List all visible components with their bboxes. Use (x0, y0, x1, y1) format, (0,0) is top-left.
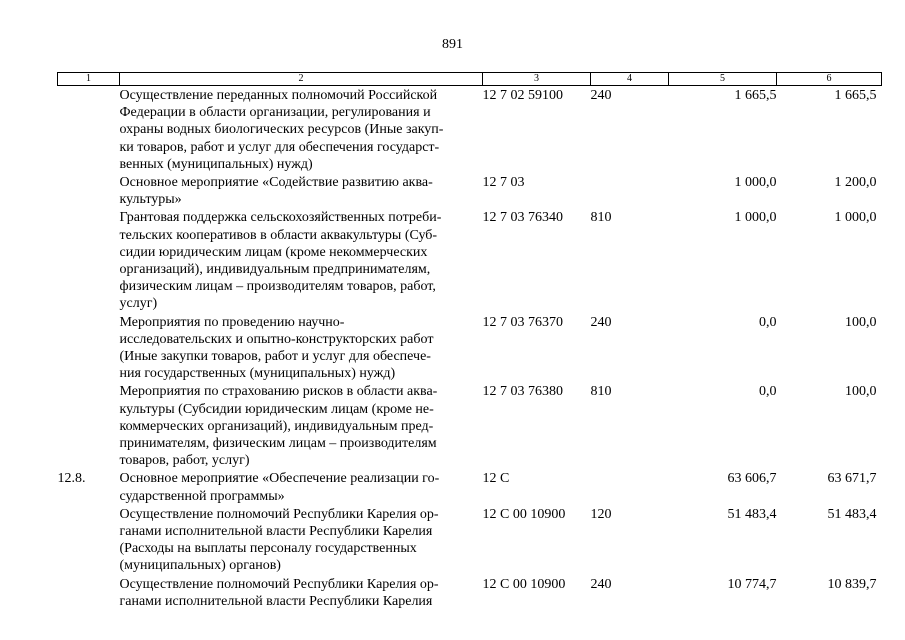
amount-year-2: 63 671,7 (827, 471, 877, 487)
description-line: Основное мероприятие «Содействие развитию аква- (119, 175, 433, 191)
description-line: Федерации в области организации, регулирования и (119, 105, 431, 121)
row-description (120, 382, 483, 469)
description-line: ганами исполнительной власти Республики Карелия (119, 524, 433, 540)
description-line: тельских кооперативов в области аквакультуры (Суб- (119, 227, 438, 243)
expense-type-code: 810 (590, 384, 612, 400)
column-header-6: 6 (777, 73, 882, 86)
row-number (58, 382, 120, 469)
amount-year-2: 1 000,0 (834, 210, 877, 226)
table-row (58, 505, 882, 575)
target-article-code: 12 С 00 10900 (482, 506, 566, 522)
target-article-code: 12 7 03 76370 (482, 314, 563, 330)
row-description (120, 469, 483, 504)
description-line: Осуществление полномочий Республики Карелия ор- (119, 506, 439, 522)
description-line: культуры» (119, 192, 182, 208)
amount-year-1: 51 483,4 (727, 506, 777, 522)
description-line: Основное мероприятие «Обеспечение реализации го- (119, 471, 440, 487)
row-description (120, 208, 483, 312)
table-row (58, 313, 882, 383)
expense-type-code (591, 469, 669, 504)
expense-type-code: 240 (590, 88, 612, 103)
amount-year-1: 1 665,5 (734, 88, 777, 103)
expense-type-code (591, 173, 669, 208)
description-line: коммерческих организаций), индивидуальным пред- (119, 418, 434, 434)
target-article-code: 12 С 00 10900 (482, 576, 566, 592)
description-line: товаров, работ, услуг) (119, 453, 250, 469)
target-article-code: 12 С (482, 471, 510, 487)
column-number-row (58, 73, 882, 86)
row-number (58, 173, 120, 208)
description-line: (Расходы на выплаты персоналу государственных (119, 541, 417, 557)
table-row (58, 86, 882, 174)
target-article-code: 12 7 03 76380 (482, 384, 563, 400)
table-row (58, 208, 882, 312)
row-number (58, 208, 120, 312)
description-line: Грантовая поддержка сельскохозяйственных потреби- (119, 210, 442, 226)
amount-year-1: 1 000,0 (734, 175, 777, 191)
description-line: Осуществление полномочий Республики Карелия ор- (119, 576, 439, 592)
expense-type-code: 120 (590, 506, 612, 522)
amount-year-2: 100,0 (845, 314, 877, 330)
description-line: ганами исполнительной власти Республики Карелия (119, 593, 433, 609)
description-line: принимателям, физическим лицам – производителям (119, 436, 437, 452)
description-line: Мероприятия по страхованию рисков в области аква- (119, 384, 438, 400)
description-line: ки товаров, работ и услуг для обеспечения государст- (119, 139, 440, 155)
expense-type-code: 240 (590, 314, 612, 330)
expense-type-code: 240 (590, 576, 612, 592)
row-number (58, 505, 120, 575)
description-line: (Иные закупки товаров, работ и услуг для обеспече- (119, 349, 431, 365)
amount-year-2: 10 839,7 (827, 576, 877, 592)
description-line: физическим лицам – производителям товаров, работ, (119, 279, 436, 295)
amount-year-2: 1 665,5 (834, 88, 877, 103)
expense-type-code: 810 (590, 210, 612, 226)
description-line: (муниципальных) органов) (119, 558, 281, 574)
row-number (58, 86, 120, 174)
column-header-2: 2 (120, 73, 483, 86)
description-line: Осуществление переданных полномочий Российской (119, 88, 438, 103)
description-line: ния государственных (муниципальных) нужд) (119, 366, 396, 382)
row-number (58, 313, 120, 383)
description-line: культуры (Субсидии юридическим лицам (кроме не- (119, 401, 434, 417)
description-line: Мероприятия по проведению научно- (119, 314, 345, 330)
column-header-5: 5 (669, 73, 777, 86)
description-line: охраны водных биологических ресурсов (Иные закуп- (119, 122, 444, 138)
amount-year-2: 51 483,4 (827, 506, 877, 522)
table-row (58, 173, 882, 208)
target-article-code: 12 7 03 76340 (482, 210, 563, 226)
row-description (120, 505, 483, 575)
row-number (58, 575, 120, 610)
table-row (58, 382, 882, 469)
column-header-4: 4 (591, 73, 669, 86)
description-line: сударственной программы» (119, 488, 285, 504)
description-line: услуг) (119, 296, 158, 312)
budget-table (57, 72, 882, 610)
row-description (120, 313, 483, 383)
amount-year-2: 100,0 (845, 384, 877, 400)
amount-year-1: 0,0 (759, 314, 777, 330)
table-row (58, 575, 882, 610)
table-row (58, 469, 882, 504)
row-description (120, 173, 483, 208)
column-header-1: 1 (58, 73, 120, 86)
row-number: 12.8. (57, 471, 86, 487)
description-line: венных (муниципальных) нужд) (119, 156, 313, 172)
target-article-code: 12 7 02 59100 (482, 88, 563, 103)
table-body (58, 86, 882, 611)
row-description (120, 575, 483, 610)
description-line: исследовательских и опытно-конструкторских работ (119, 331, 434, 347)
description-line: сидии юридическим лицам (кроме некоммерческих (119, 244, 428, 260)
column-header-3: 3 (483, 73, 591, 86)
target-article-code: 12 7 03 (482, 175, 525, 191)
page-number: 891 (442, 37, 463, 52)
amount-year-1: 1 000,0 (734, 210, 777, 226)
amount-year-2: 1 200,0 (834, 175, 877, 191)
description-line: организаций), индивидуальным предпринимателям, (119, 262, 431, 278)
amount-year-1: 63 606,7 (727, 471, 777, 487)
amount-year-1: 10 774,7 (727, 576, 777, 592)
row-description (120, 86, 483, 174)
amount-year-1: 0,0 (759, 384, 777, 400)
